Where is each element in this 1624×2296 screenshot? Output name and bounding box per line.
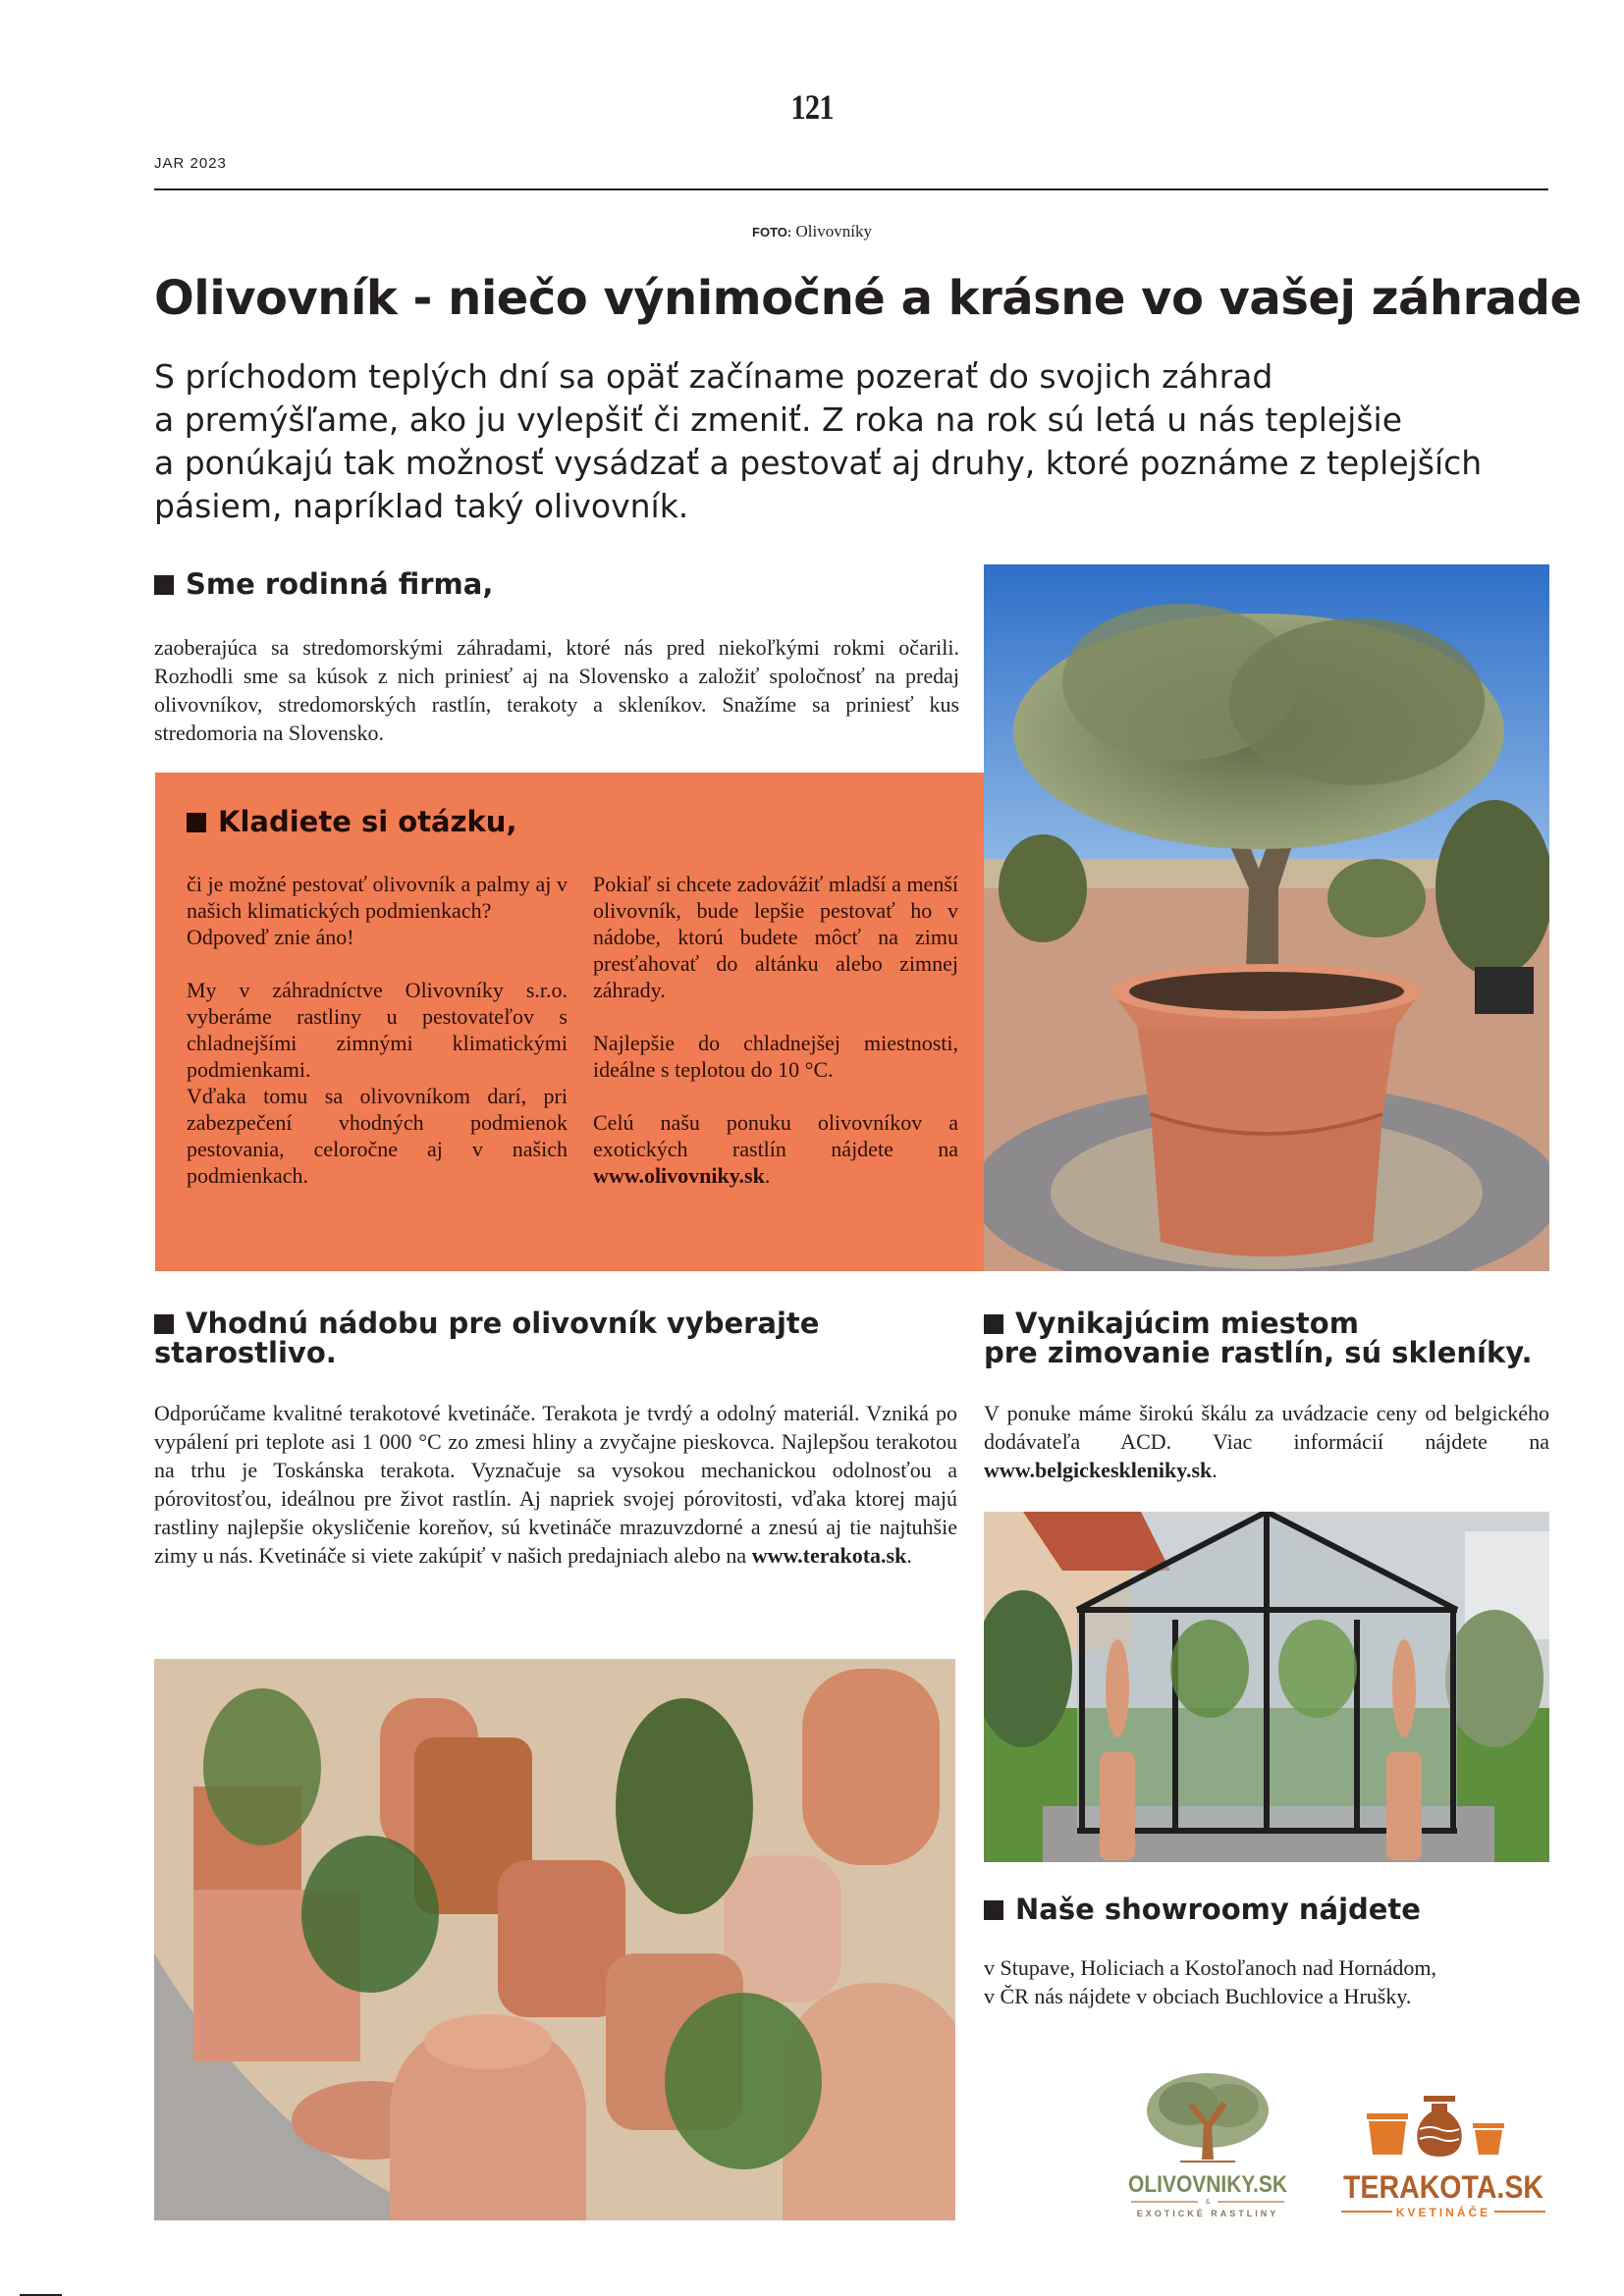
lead-line: a ponúkajú tak možnosť vysádzať a pestovať aj druhy, ktoré poznáme z teplejších: [154, 444, 1483, 482]
section-heading-showrooms: [984, 1895, 1553, 1924]
heading-text: Naše showroomy nájdete: [1015, 1893, 1421, 1926]
terakota-logo-tagline: KVETINÁČE: [1395, 2206, 1491, 2219]
heading-text: Kladiete si otázku,: [218, 805, 517, 838]
pottery-logo-icon: [1367, 2096, 1504, 2157]
question-box-column-2: [593, 871, 958, 1189]
section-body-container: Odporúčame kvalitné terakotové kvetináče. Terakota je tvrdý a odolný materiál. Vzniká po vypálení pri teplote asi 1 000 °C zo zmesi hliny a zvyčajne pieskovca. Najlepšou terakotou na trhu je Toskánska terakota. Vyznačuje sa vysokou mechanickou odolnosťou a pórovitosťou, ideálnou pre život rastlín. Aj napriek svojej pórovitosti, vďaka ktorej majú rastliny najlepšie okysličenie koreňov, sú kvetináče mrazuvzdorné a znesú aj tie najtuhšie zimy u nás. Kvetináče si viete zakúpiť v našich predajniach alebo na www.terakota.sk.: [154, 1401, 957, 1568]
square-bullet-icon: [984, 1314, 1003, 1334]
paragraph: Odpoveď znie áno!: [187, 925, 354, 949]
paragraph: My v záhradníctve Olivovníky s.r.o. vyberáme rastliny u pestovateľov s chladnejšími zimnými klimatickými podmienkami.: [187, 978, 568, 1082]
article-title: Olivovník - niečo výnimočné a krásne vo vašej záhrade: [154, 271, 1582, 326]
heading-text: Sme rodinná firma,: [186, 567, 494, 601]
olive-tree-photo: [984, 564, 1549, 1271]
paragraph: Pokiaľ si chcete zadovážiť mladší a menší olivovník, bude lepšie pestovať ho v nádobe, ktorú budete môcť na zimu presťahovať do altánku alebo zimnej záhrady.: [593, 872, 958, 1002]
paragraph: Najlepšie do chladnejšej miestnosti, ideálne s teplotou do 10 °C.: [593, 1031, 958, 1082]
terakota-link[interactable]: www.terakota.sk: [751, 1543, 907, 1568]
olivovniky-logo: [1119, 2066, 1296, 2233]
section-heading-greenhouses: [984, 1308, 1573, 1367]
lead-line: S príchodom teplých dní sa opäť začíname pozerať do svojich záhrad: [154, 357, 1273, 396]
belgickeskleniky-link[interactable]: www.belgickeskleniky.sk: [984, 1458, 1213, 1482]
olivovniky-logo-ampersand: &: [1205, 2199, 1211, 2206]
section-body-greenhouses: V ponuke máme širokú škálu za uvádzacie ceny od belgického dodávateľa ACD. Viac informácií nájdete na www.belgickeskleniky.sk.: [984, 1401, 1549, 1482]
square-bullet-icon: [984, 1900, 1003, 1920]
olivovniky-link[interactable]: www.olivovniky.sk: [593, 1163, 765, 1188]
photo-credit-value: Olivovníky: [795, 222, 872, 240]
showroom-line: v ČR nás nájdete v obciach Buchlovice a Hrušky.: [984, 1984, 1412, 2008]
lead-line: pásiem, napríklad taký olivovník.: [154, 487, 689, 525]
section-heading-family-firm: [154, 569, 959, 599]
paragraph: Celú našu ponuku olivovníkov a exotických rastlín nájdete na www.olivovniky.sk.: [593, 1110, 958, 1188]
page-number: 121: [790, 87, 834, 127]
lead-line: a premýšľame, ako ju vylepšiť či zmeniť. Z roka na rok sú letá u nás teplejšie: [154, 400, 1403, 439]
olivovniky-logo-name: OLIVOVNIKY.SK: [1128, 2171, 1288, 2198]
photo-credit-label: FOTO:: [752, 225, 792, 240]
heading-text: Vhodnú nádobu pre olivovník vyberajte starostlivo.: [154, 1307, 820, 1369]
olive-tree-logo-icon: [1147, 2073, 1269, 2162]
showroom-line: v Stupave, Holiciach a Kostoľanoch nad Hornádom,: [984, 1955, 1437, 1980]
square-bullet-icon: [187, 813, 206, 832]
section-heading-container: [154, 1308, 959, 1367]
terakota-logo: [1335, 2086, 1551, 2233]
section-heading-question: [187, 807, 516, 836]
section-body-showrooms: [984, 1953, 1553, 2010]
header-divider: [154, 188, 1548, 190]
photo-credit: [0, 222, 1624, 241]
section-body-family-firm: zaoberajúca sa stredomorskými záhradami, ktoré nás pred niekoľkými rokmi očarili. Rozhodli sme sa kúsok z nich priniesť aj na Slovensko a založiť spoločnosť na predaj olivovníkov, stredomorských rastlín, terakoty a skleníkov. Snažíme sa priniesť kus stredomoria na Slovensko.: [154, 635, 959, 745]
square-bullet-icon: [154, 1314, 174, 1334]
greenhouse-photo: [984, 1512, 1549, 1862]
issue-label: JAR 2023: [154, 155, 227, 172]
question-box-column-1: [187, 871, 568, 1189]
heading-text: Vynikajúcim miestom: [1015, 1307, 1359, 1340]
heading-text: pre zimovanie rastlín, sú skleníky.: [984, 1336, 1533, 1369]
terakota-logo-name: TERAKOTA.SK: [1343, 2169, 1543, 2205]
paragraph: či je možné pestovať olivovník a palmy aj v našich klimatických podmienkach?: [187, 872, 568, 923]
article-lead: [154, 355, 1568, 528]
paragraph: Vďaka tomu sa olivovníkom darí, pri zabezpečení vhodných podmienok pestovania, celoročne aj v našich podmienkach.: [187, 1084, 568, 1188]
terracotta-pots-photo: [154, 1659, 955, 2220]
square-bullet-icon: [154, 575, 174, 595]
olivovniky-logo-tagline: EXOTICKÉ RASTLINY: [1136, 2209, 1279, 2218]
